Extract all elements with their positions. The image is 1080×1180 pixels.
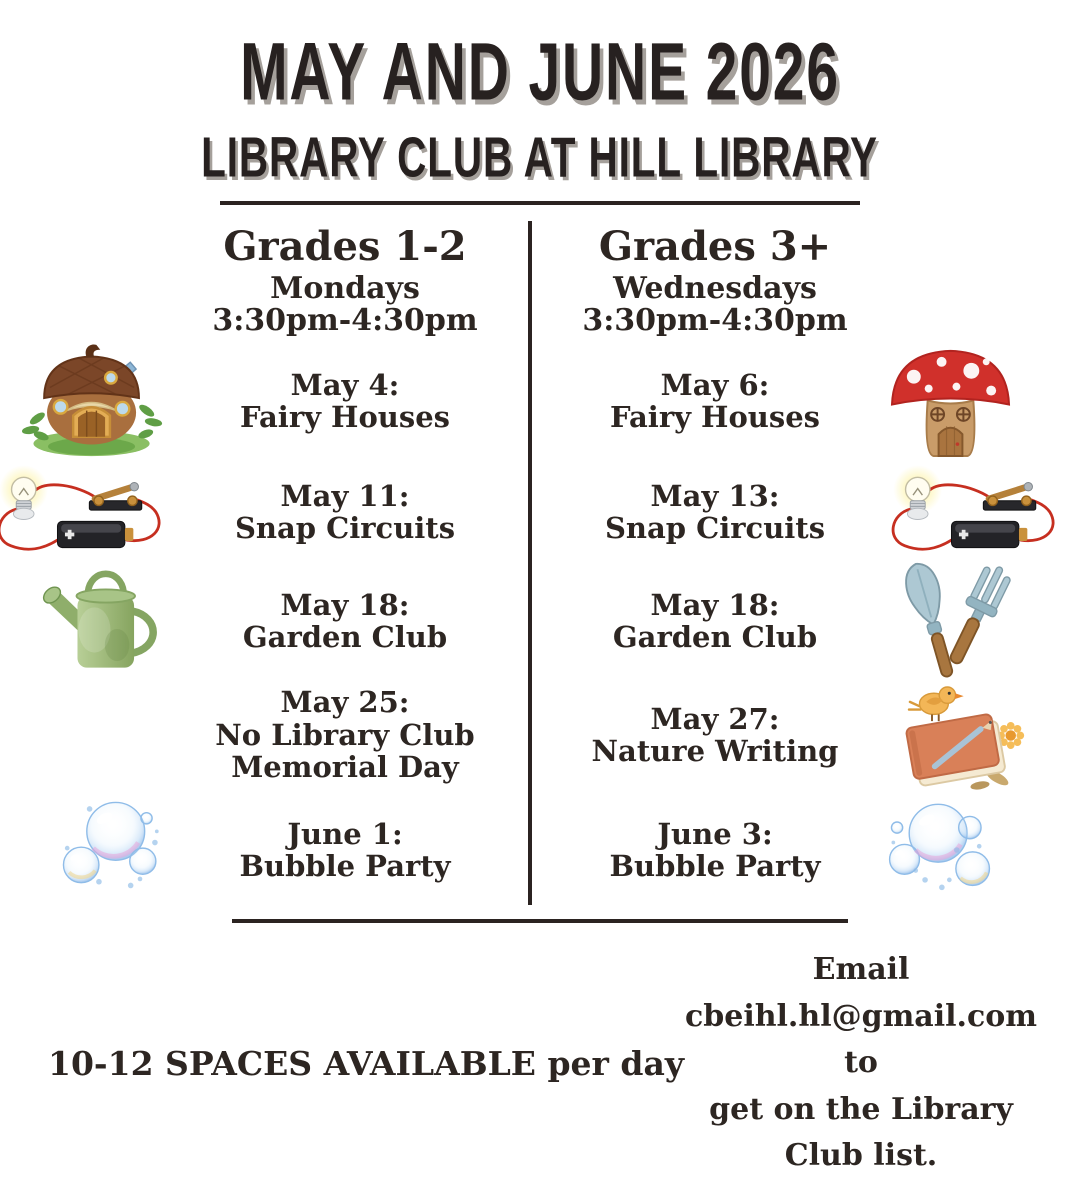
event-date: May 25: xyxy=(280,685,410,720)
left-column-header xyxy=(180,221,510,345)
event-title: Fairy Houses xyxy=(240,400,450,434)
left-day-label: Mondays xyxy=(270,270,420,306)
event-title: Nature Writing xyxy=(591,734,839,768)
snap-circuit-icon xyxy=(0,457,180,567)
bubbles-icon xyxy=(880,795,1080,905)
right-column-header xyxy=(550,221,880,345)
event-title: Garden Club xyxy=(612,620,818,654)
event-title: Bubble Party xyxy=(239,849,451,883)
email-line-1: Email cbeihl.hl@gmail.com to xyxy=(685,952,1038,1080)
garden-tools-icon xyxy=(880,567,1080,675)
bubbles-icon xyxy=(0,795,180,905)
email-signup-text xyxy=(684,947,1042,1180)
page-title xyxy=(0,24,1080,122)
top-divider-line xyxy=(220,201,860,205)
event-date: May 4: xyxy=(290,367,400,402)
right-grade-heading: Grades 3+ xyxy=(598,223,832,270)
event-date: May 18: xyxy=(650,587,780,622)
nature-writing-book-icon xyxy=(880,675,1080,795)
event-title: Snap Circuits xyxy=(604,511,826,545)
event-left-3 xyxy=(180,567,510,675)
mushroom-fairy-house-icon xyxy=(880,345,1080,457)
event-left-1 xyxy=(180,345,510,457)
event-right-1 xyxy=(550,345,880,457)
header xyxy=(0,0,1080,188)
event-right-5 xyxy=(550,795,880,905)
email-line-2: get on the Library Club list. xyxy=(709,1091,1013,1173)
event-date: May 13: xyxy=(650,478,780,513)
footer xyxy=(0,923,1080,1180)
column-divider-line xyxy=(528,221,532,905)
right-day-label: Wednesdays xyxy=(613,270,817,306)
page-subtitle xyxy=(0,126,1080,188)
right-time-label: 3:30pm-4:30pm xyxy=(582,302,848,338)
event-left-2 xyxy=(180,457,510,567)
event-date: May 6: xyxy=(660,367,770,402)
schedule-grid xyxy=(0,221,1080,905)
left-grade-heading: Grades 1-2 xyxy=(223,223,467,270)
snap-circuit-icon xyxy=(880,457,1080,567)
watering-can-icon xyxy=(0,567,180,675)
event-date: June 3: xyxy=(657,816,773,851)
acorn-fairy-house-icon xyxy=(0,345,180,457)
event-title: Bubble Party xyxy=(609,849,821,883)
event-title: No Library Club xyxy=(215,717,475,752)
event-right-3 xyxy=(550,567,880,675)
event-left-5 xyxy=(180,795,510,905)
event-date: May 11: xyxy=(280,478,410,513)
page-title-text: MAY AND JUNE 2026 xyxy=(240,26,840,118)
event-title: Garden Club xyxy=(242,620,448,654)
event-date: May 27: xyxy=(650,701,780,736)
event-title: Fairy Houses xyxy=(610,400,820,434)
left-time-label: 3:30pm-4:30pm xyxy=(212,302,478,338)
event-right-2 xyxy=(550,457,880,567)
spaces-available-text: 10-12 SPACES AVAILABLE per day xyxy=(48,1043,685,1083)
event-left-4 xyxy=(180,675,510,795)
event-title-line2: Memorial Day xyxy=(231,750,459,785)
event-date: June 1: xyxy=(287,816,403,851)
event-title: Snap Circuits xyxy=(234,511,456,545)
event-date: May 18: xyxy=(280,587,410,622)
event-right-4 xyxy=(550,675,880,795)
page-subtitle-text: LIBRARY CLUB AT HILL LIBRARY xyxy=(201,125,879,189)
